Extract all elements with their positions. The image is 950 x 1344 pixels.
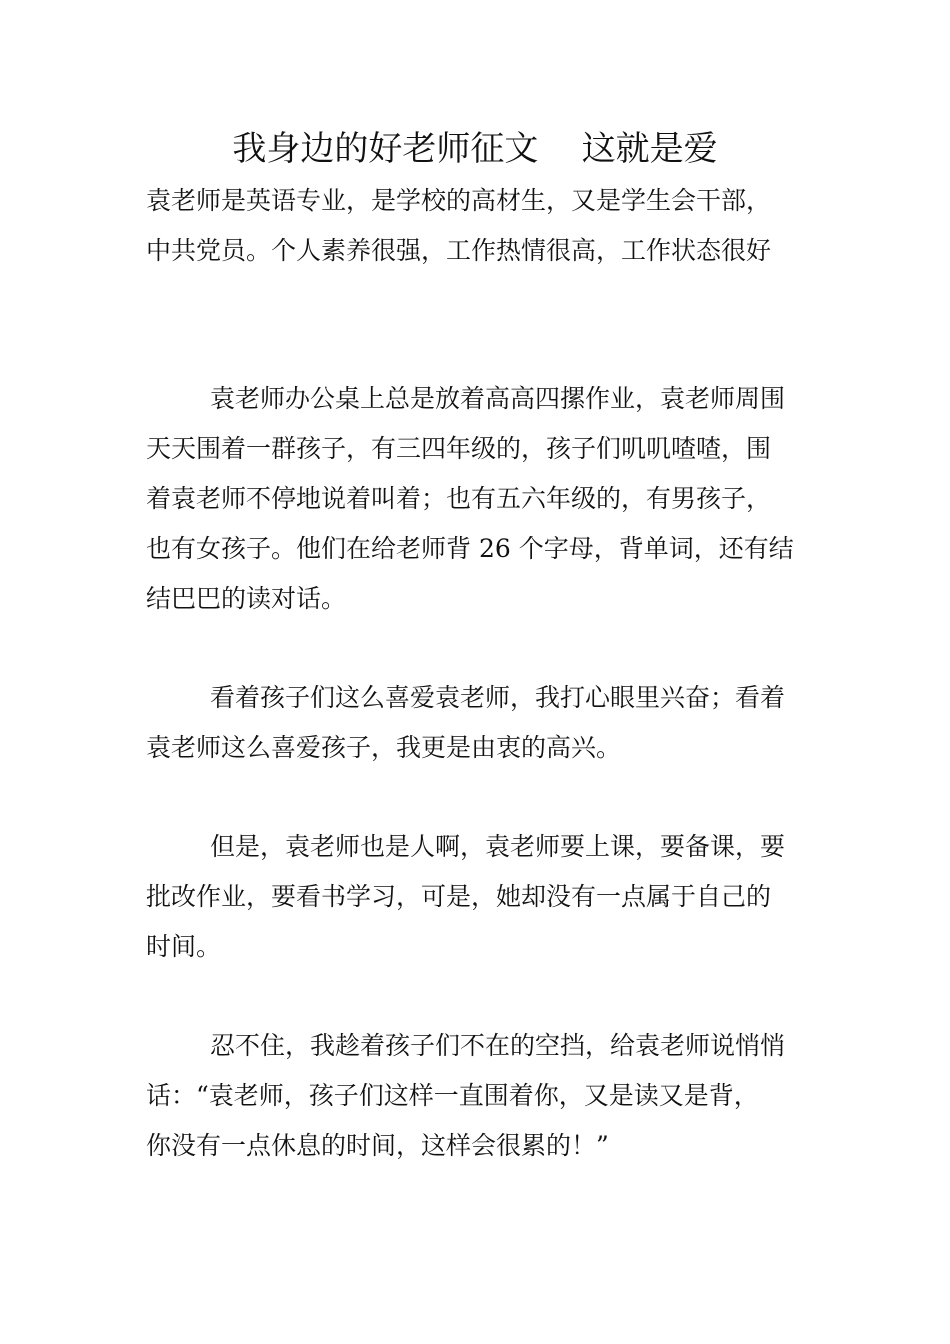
- paragraph-line: 中共党员。个人素养很强，工作热情很高，工作状态很好: [146, 236, 772, 265]
- paragraph-line: 但是，袁老师也是人啊，袁老师要上课，要备课，要: [210, 832, 786, 861]
- paragraph-line: 袁老师这么喜爱孩子，我更是由衷的高兴。: [146, 733, 622, 762]
- paragraph-line: 看着孩子们这么喜爱袁老师，我打心眼里兴奋；看着: [210, 683, 786, 712]
- document-title: 我身边的好老师征文 这就是爱: [232, 129, 718, 169]
- paragraph-desk: [146, 374, 806, 624]
- paragraph-line: 天天围着一群孩子，有三四年级的，孩子们叽叽喳喳，围: [146, 434, 772, 463]
- paragraph-line: 着袁老师不停地说着叫着；也有五六年级的，有男孩子，: [146, 484, 772, 513]
- paragraph-line: 结巴巴的读对话。: [146, 584, 347, 613]
- paragraph-line: 也有女孩子。他们在给老师背 26 个字母，背单词，还有结: [146, 534, 794, 563]
- paragraph-whisper: [146, 1021, 806, 1171]
- paragraph-line: 袁老师办公桌上总是放着高高四摞作业，袁老师周围: [210, 384, 786, 413]
- paragraph-happy: [146, 673, 806, 773]
- paragraph-line: 忍不住，我趁着孩子们不在的空挡，给袁老师说悄悄: [210, 1031, 786, 1060]
- paragraph-line: 袁老师是英语专业，是学校的高材生，又是学生会干部，: [146, 186, 772, 215]
- paragraph-line: 时间。: [146, 932, 222, 961]
- paragraph-line: 批改作业，要看书学习，可是，她却没有一点属于自己的: [146, 882, 772, 911]
- paragraph-busy: [146, 822, 806, 972]
- paragraph-line: 你没有一点休息的时间，这样会很累的！”: [146, 1131, 609, 1160]
- paragraph-intro: [146, 176, 806, 276]
- paragraph-line: 话：“袁老师，孩子们这样一直围着你，又是读又是背，: [146, 1081, 759, 1110]
